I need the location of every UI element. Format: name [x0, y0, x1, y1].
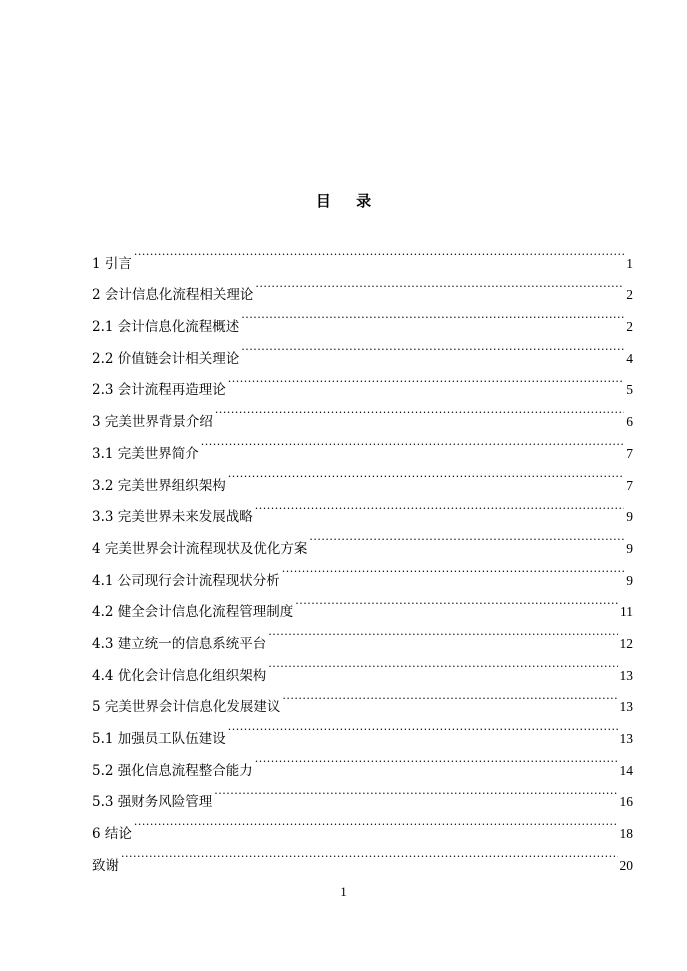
- toc-entry-page: 1: [626, 255, 633, 271]
- toc-entry-label: 2.1 会计信息化流程概述: [92, 319, 240, 336]
- toc-title: 目 录: [315, 192, 382, 210]
- toc-leader-dots: [255, 743, 618, 775]
- toc-leader-dots: [255, 490, 624, 522]
- toc-leader-dots: [241, 299, 624, 331]
- toc-entry-page: 9: [626, 509, 633, 525]
- toc-entry-page: 11: [620, 604, 633, 620]
- toc-entry-page: 4: [626, 350, 633, 366]
- toc-entry-page: 6: [626, 414, 633, 430]
- toc-entry-label: 2.2 价值链会计相关理论: [92, 350, 240, 367]
- toc-leader-dots: [282, 680, 617, 712]
- toc-entry-page: 20: [619, 857, 633, 873]
- toc-entry-label: 4.2 健全会计信息化流程管理制度: [92, 604, 294, 621]
- toc-leader-dots: [241, 331, 624, 363]
- toc-entry-page: 9: [626, 572, 633, 588]
- toc-leader-dots: [268, 648, 617, 680]
- toc-entry-label: 5 完美世界会计信息化发展建议: [92, 699, 281, 716]
- toc-leader-dots: [282, 553, 624, 585]
- toc-entry-label: 3.1 完美世界简介: [92, 445, 199, 462]
- toc-entry-label: 3 完美世界背景介绍: [92, 414, 213, 431]
- toc-leader-dots: [228, 458, 624, 490]
- toc-entry-page: 7: [626, 477, 633, 493]
- toc-entry-page: 2: [626, 287, 633, 303]
- toc-entry-label: 4.4 优化会计信息化组织架构: [92, 667, 267, 684]
- toc-leader-dots: [215, 394, 624, 426]
- toc-entry: [92, 838, 633, 874]
- toc-entry: [92, 268, 633, 304]
- toc-entry-label: 4.1 公司现行会计流程现状分析: [92, 572, 280, 589]
- toc-entry-page: 7: [626, 445, 633, 461]
- toc-leader-dots: [134, 236, 624, 268]
- toc-entry: [92, 806, 633, 843]
- toc-entry: [92, 236, 633, 272]
- toc-leader-dots: [214, 775, 617, 807]
- toc-leader-dots: [134, 806, 618, 838]
- toc-entry-label: 5.1 加强员工队伍建设: [92, 731, 226, 747]
- toc-entry-page: 5: [626, 382, 633, 398]
- toc-entry-label: 6 结论: [92, 826, 132, 843]
- toc-entry-label: 5.3 强财务风险管理: [92, 794, 213, 811]
- toc-leader-dots: [228, 363, 624, 395]
- toc-leader-dots: [121, 838, 618, 870]
- toc-entry-label: 4.3 建立统一的信息系统平台: [92, 635, 267, 652]
- toc-entry-page: 16: [619, 794, 633, 810]
- toc-leader-dots: [295, 585, 618, 617]
- toc-entry-label: 5.2 强化信息流程整合能力: [92, 762, 253, 779]
- toc-entry-page: 9: [626, 540, 633, 556]
- toc-entry-page: 12: [619, 635, 633, 651]
- toc-leader-dots: [201, 426, 624, 458]
- toc-leader-dots: [255, 268, 624, 300]
- toc-entry-label: 3.3 完美世界未来发展战略: [92, 509, 253, 526]
- toc-leader-dots: [228, 711, 618, 743]
- toc-entry-label: 致谢: [92, 857, 119, 874]
- toc-entry-page: 13: [619, 699, 633, 715]
- toc-entry-label: 4 完美世界会计流程现状及优化方案: [92, 540, 308, 557]
- toc-list: [92, 236, 633, 874]
- toc-entry-page: 2: [626, 319, 633, 335]
- toc-entry-page: 13: [619, 667, 633, 683]
- toc-entry-label: 2.3 会计流程再造理论: [92, 382, 226, 399]
- toc-entry-page: 18: [619, 826, 633, 842]
- toc-entry-label: 1 引言: [92, 255, 132, 272]
- page-number: 1: [340, 884, 347, 899]
- toc-entry-page: 14: [619, 762, 633, 778]
- toc-leader-dots: [309, 521, 624, 553]
- toc-entry-label: 2 会计信息化流程相关理论: [92, 287, 254, 304]
- toc-entry-page: 13: [619, 731, 633, 746]
- toc-entry-label: 3.2 完美世界组织架构: [92, 477, 226, 494]
- toc-leader-dots: [268, 616, 617, 648]
